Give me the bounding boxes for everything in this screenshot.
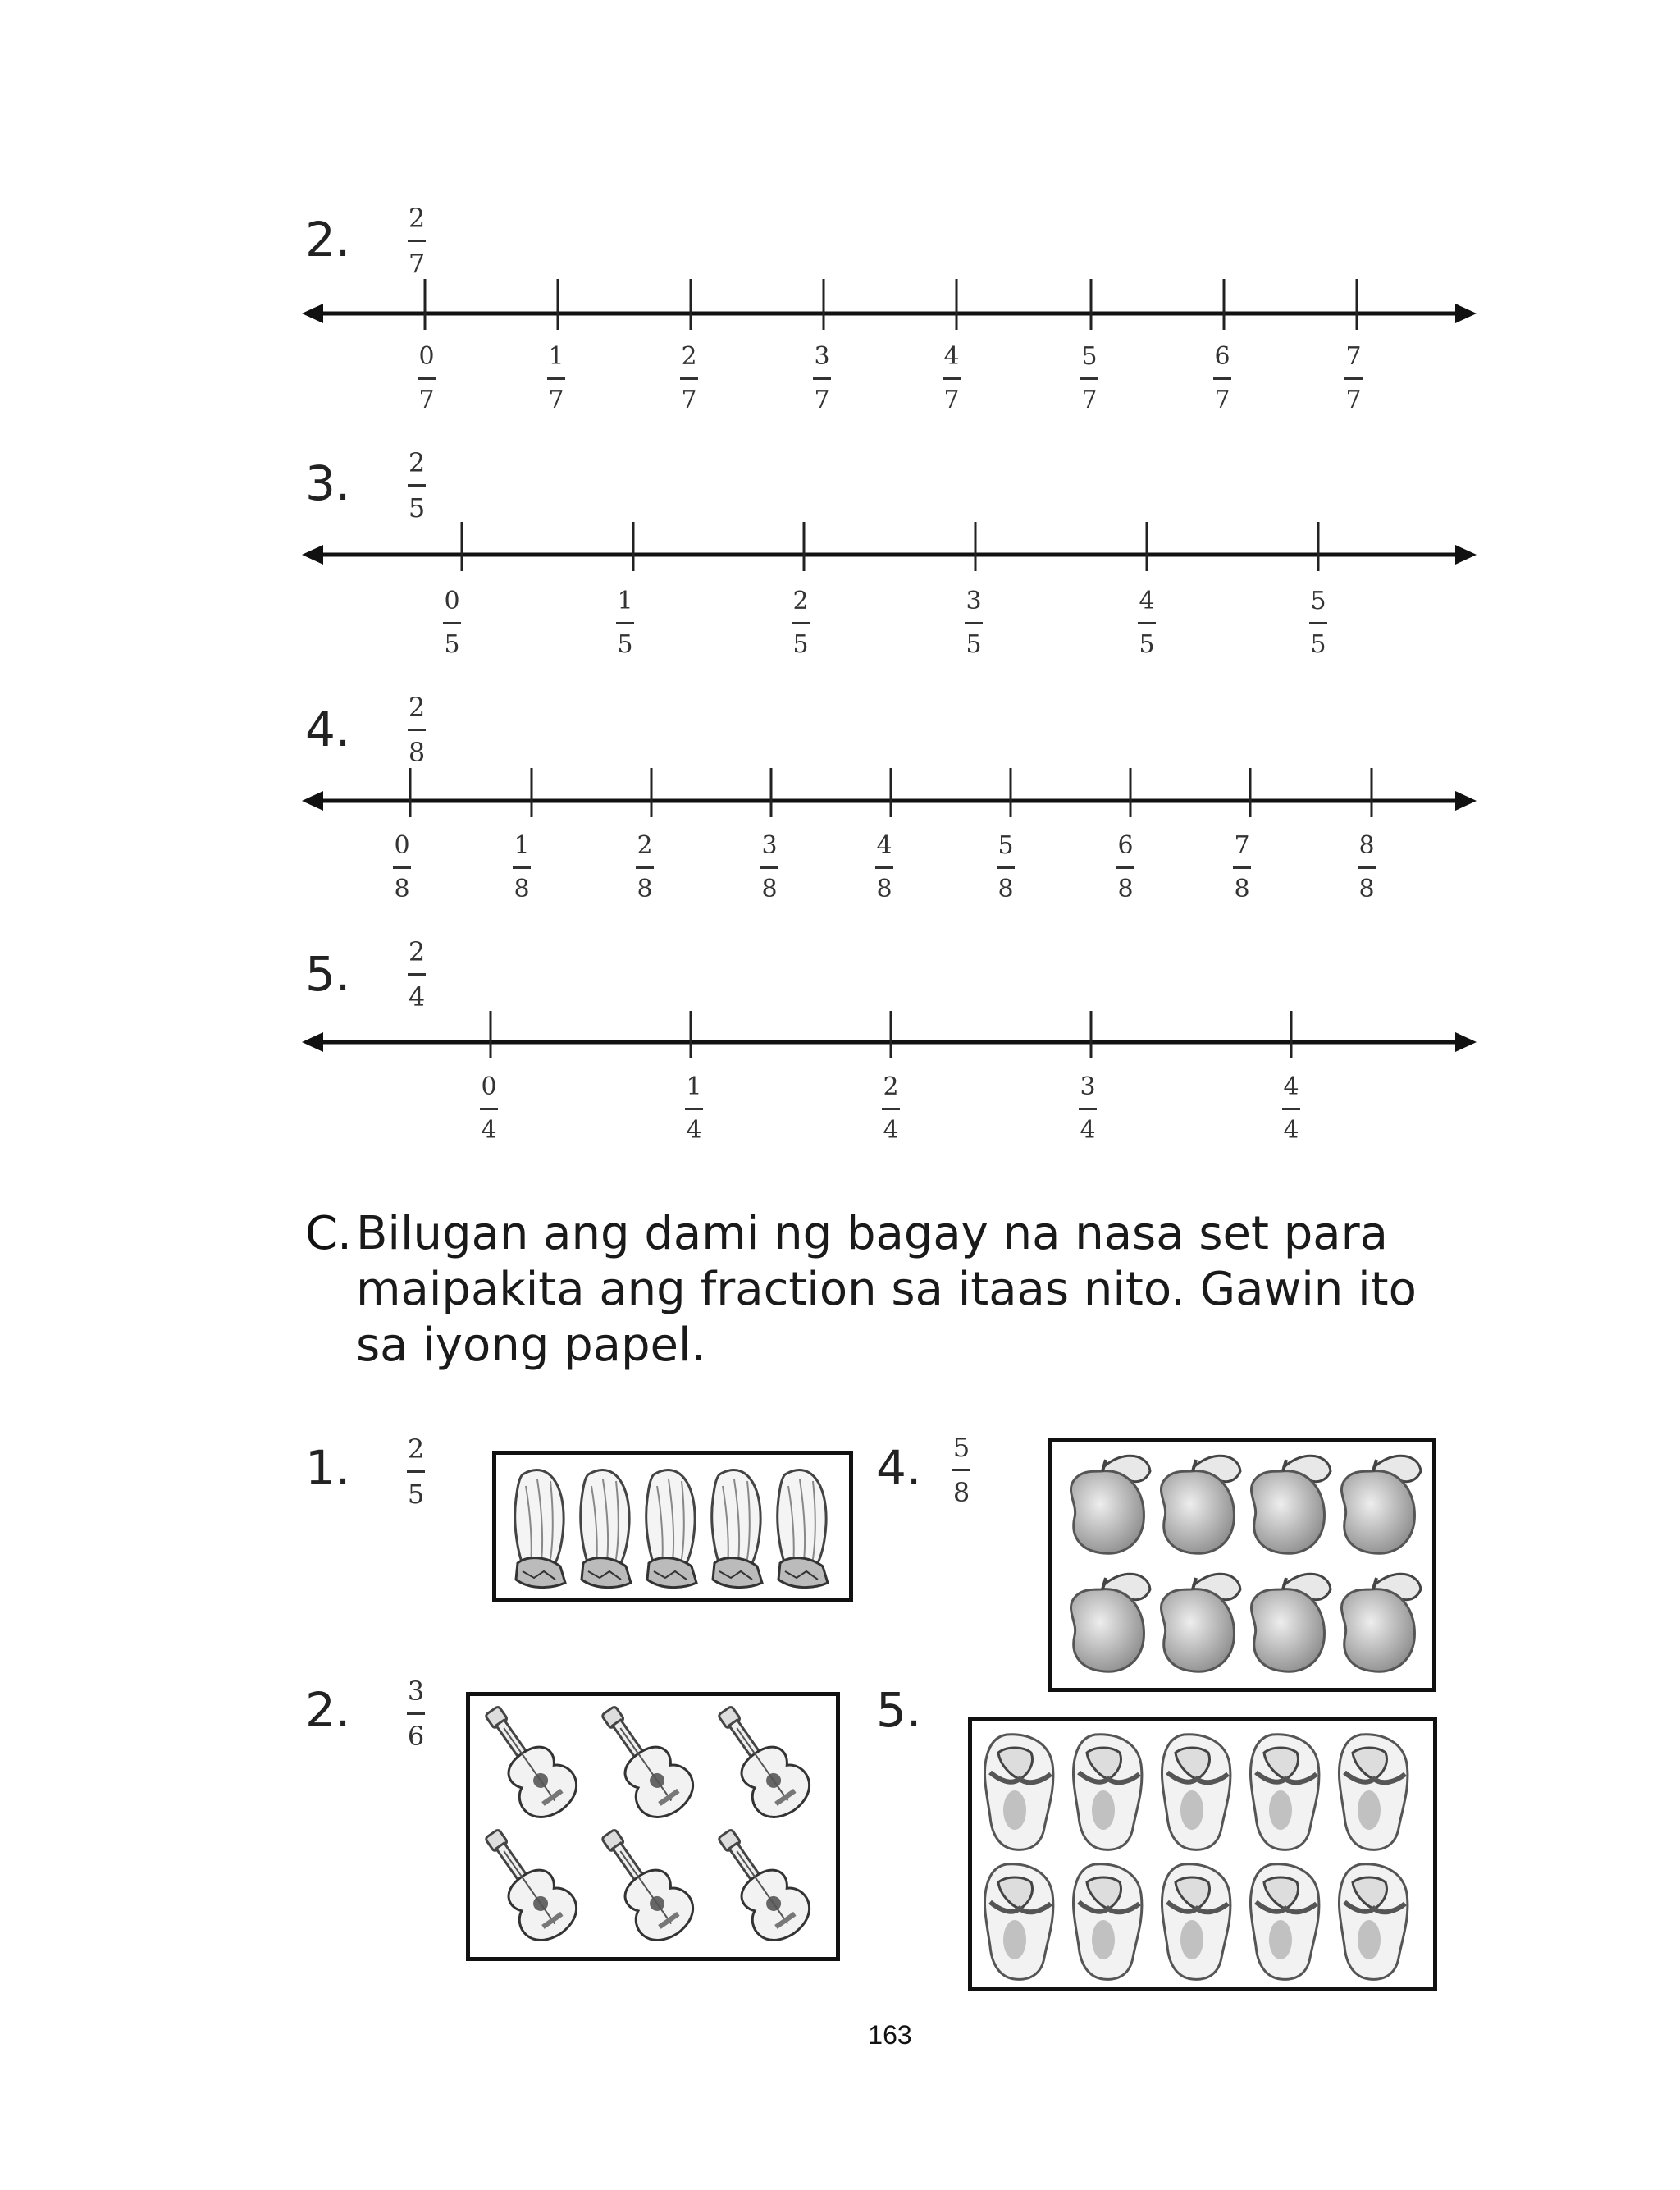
fraction-bar: [513, 866, 531, 869]
tick-label-fraction: [669, 1072, 719, 1145]
fraction-numerator: 2: [408, 203, 426, 234]
tick-label-fraction: [1065, 342, 1114, 414]
fraction-denominator: 4: [686, 1116, 702, 1145]
arrow-right-icon: [1455, 791, 1477, 811]
fraction-bar: [407, 1470, 425, 1473]
arrow-right-icon: [1455, 304, 1477, 323]
set-fraction-1: [391, 1433, 441, 1510]
exercise-number: 5.: [305, 946, 351, 1002]
fraction-numerator: 2: [408, 447, 426, 478]
tick-label-fraction: [745, 831, 794, 903]
seashell-icon: [581, 1470, 631, 1588]
fraction-numerator: 1: [686, 1072, 702, 1101]
tick-label-fraction: [402, 342, 451, 414]
exercise-number: 3.: [305, 455, 351, 511]
tick-label-fraction: [949, 589, 998, 657]
slipper-icon: [1162, 1735, 1230, 1850]
number-line: [0, 505, 1680, 604]
fraction-numerator: 3: [814, 342, 830, 371]
fraction-numerator: 5: [1310, 587, 1326, 615]
tick-label-fraction: [1101, 831, 1150, 903]
guitar-icon: [583, 1696, 702, 1827]
tick-label-fraction: [797, 342, 847, 414]
fraction-bar: [407, 1712, 425, 1715]
tick-label-fraction: [1342, 831, 1391, 903]
tick-label-fraction: [860, 831, 909, 903]
fraction-denominator: 7: [408, 248, 426, 279]
set-number-2: 2.: [305, 1682, 351, 1738]
guitar-icon: [583, 1817, 702, 1951]
fraction-numerator: 4: [1139, 587, 1155, 615]
tick-label-fraction: [776, 589, 825, 657]
fraction-numerator: 0: [394, 831, 410, 860]
fraction-numerator: 2: [637, 831, 653, 860]
tick-label-fraction: [532, 342, 581, 414]
fraction-bar: [1138, 622, 1156, 624]
fraction-denominator: 5: [1139, 630, 1155, 659]
fraction-numerator: 5: [952, 1432, 970, 1463]
set-number-5: 5.: [876, 1682, 922, 1738]
fraction-numerator: 5: [1081, 342, 1098, 371]
fraction-bar: [1079, 1108, 1097, 1110]
fraction-denominator: 5: [444, 630, 460, 659]
slipper-icon: [1339, 1735, 1407, 1850]
fraction-bar: [875, 866, 893, 869]
seashell-icon: [515, 1470, 565, 1588]
fraction-denominator: 7: [548, 386, 564, 414]
fraction-numerator: 8: [1358, 831, 1375, 860]
seashell-icon: [712, 1470, 762, 1588]
mango-icon: [1071, 1456, 1150, 1553]
fraction-bar: [813, 377, 831, 380]
exercise-number: 4.: [305, 702, 351, 757]
mango-set: [1052, 1442, 1432, 1688]
tick-label-fraction: [1294, 589, 1343, 657]
fraction-bar: [616, 622, 634, 624]
set-box-seashells: [492, 1451, 853, 1602]
slipper-icon: [1250, 1735, 1318, 1850]
slipper-icon: [1339, 1864, 1407, 1980]
slipper-icon: [1162, 1864, 1230, 1980]
mango-icon: [1161, 1574, 1240, 1671]
set-box-slippers: [968, 1717, 1437, 1991]
fraction-bar: [685, 1108, 703, 1110]
fraction-numerator: 3: [761, 831, 778, 860]
fraction-denominator: 5: [792, 630, 809, 659]
fraction-bar: [480, 1108, 498, 1110]
fraction-numerator: 0: [481, 1072, 497, 1101]
tick-label-fraction: [497, 831, 546, 903]
slipper-icon: [1073, 1735, 1141, 1850]
arrow-left-icon: [302, 304, 323, 323]
fraction-numerator: 7: [1234, 831, 1250, 860]
fraction-numerator: 4: [943, 342, 960, 371]
fraction-denominator: 8: [514, 875, 530, 903]
arrow-left-icon: [302, 1032, 323, 1052]
tick-label-fraction: [1198, 342, 1247, 414]
fraction-denominator: 8: [408, 737, 426, 768]
slipper-icon: [984, 1864, 1052, 1980]
arrow-left-icon: [302, 545, 323, 565]
fraction-bar: [1344, 377, 1363, 380]
fraction-numerator: 3: [407, 1676, 425, 1707]
fraction-denominator: 7: [1214, 386, 1230, 414]
fraction-numerator: 2: [407, 1433, 425, 1465]
number-line: [0, 993, 1680, 1091]
fraction-denominator: 5: [408, 492, 426, 523]
set-box-guitars: [466, 1692, 840, 1961]
fraction-bar: [1309, 622, 1327, 624]
mango-icon: [1251, 1456, 1331, 1553]
set-number-1: 1.: [305, 1440, 351, 1496]
set-box-mangoes: [1048, 1438, 1436, 1692]
guitar-set: [470, 1696, 836, 1957]
fraction-numerator: 1: [548, 342, 564, 371]
fraction-bar: [443, 622, 461, 624]
fraction-bar: [408, 729, 426, 731]
slipper-icon: [984, 1735, 1052, 1850]
fraction-bar: [965, 622, 983, 624]
fraction-denominator: 7: [1345, 386, 1362, 414]
fraction-bar: [952, 1469, 970, 1471]
fraction-bar: [943, 377, 961, 380]
fraction-numerator: 2: [792, 587, 809, 615]
fraction-denominator: 6: [407, 1721, 425, 1752]
tick-label-fraction: [1329, 342, 1378, 414]
fraction-numerator: 4: [1283, 1072, 1299, 1101]
mango-icon: [1251, 1574, 1331, 1671]
tick-label-fraction: [1267, 1072, 1316, 1145]
guitar-icon: [470, 1817, 586, 1951]
tick-label-fraction: [427, 589, 477, 657]
set-number-4: 4.: [876, 1440, 922, 1496]
section-instruction-text: Bilugan ang dami ng bagay na nasa set para maipakita ang fraction sa itaas nito. Gawin ito sa iyong papel.: [356, 1207, 1417, 1372]
fraction-numerator: 2: [408, 936, 426, 967]
section-letter: C.: [305, 1207, 352, 1260]
fraction-bar: [1358, 866, 1376, 869]
fraction-denominator: 5: [1310, 630, 1326, 659]
tick-label-fraction: [1122, 589, 1171, 657]
guitar-icon: [700, 1696, 819, 1827]
tick-label-fraction: [464, 1072, 514, 1145]
number-line: [0, 752, 1680, 850]
slipper-set: [972, 1721, 1433, 1987]
arrow-right-icon: [1455, 1032, 1477, 1052]
fraction-bar: [882, 1108, 900, 1110]
fraction-denominator: 5: [407, 1479, 425, 1510]
fraction-denominator: 8: [1358, 875, 1375, 903]
fraction-denominator: 8: [952, 1477, 970, 1508]
fraction-numerator: 7: [1345, 342, 1362, 371]
mango-icon: [1341, 1574, 1421, 1671]
fraction-bar: [680, 377, 698, 380]
fraction-bar: [1080, 377, 1098, 380]
mango-icon: [1071, 1574, 1150, 1671]
tick-label-fraction: [620, 831, 669, 903]
set-fraction-2: [391, 1676, 441, 1752]
page-number: 163: [868, 2020, 912, 2050]
fraction-bar: [1282, 1108, 1300, 1110]
fraction-denominator: 7: [681, 386, 697, 414]
fraction-bar: [760, 866, 778, 869]
arrow-right-icon: [1455, 545, 1477, 565]
fraction-bar: [408, 484, 426, 487]
section-instruction: [304, 1206, 1468, 1374]
fraction-numerator: 4: [876, 831, 892, 860]
fraction-numerator: 1: [514, 831, 530, 860]
fraction-denominator: 5: [617, 630, 633, 659]
fraction-numerator: 0: [418, 342, 435, 371]
seashell-set: [496, 1455, 849, 1598]
fraction-bar: [547, 377, 565, 380]
fraction-bar: [997, 866, 1015, 869]
fraction-denominator: 4: [1080, 1116, 1096, 1145]
set-fraction-4: [937, 1434, 986, 1506]
slipper-icon: [1073, 1864, 1141, 1980]
fraction-bar: [1213, 377, 1231, 380]
arrow-left-icon: [302, 791, 323, 811]
fraction-denominator: 5: [966, 630, 982, 659]
fraction-denominator: 8: [637, 875, 653, 903]
fraction-denominator: 4: [481, 1116, 497, 1145]
seashell-icon: [646, 1470, 696, 1588]
mango-icon: [1161, 1456, 1240, 1553]
fraction-numerator: 1: [617, 587, 633, 615]
fraction-denominator: 4: [408, 981, 426, 1013]
fraction-numerator: 6: [1117, 831, 1134, 860]
fraction-denominator: 8: [1234, 875, 1250, 903]
seashell-icon: [778, 1470, 828, 1588]
fraction-denominator: 8: [998, 875, 1014, 903]
guitar-icon: [700, 1817, 819, 1951]
tick-label-fraction: [927, 342, 976, 414]
tick-label-fraction: [600, 589, 650, 657]
fraction-numerator: 2: [681, 342, 697, 371]
fraction-numerator: 0: [444, 587, 460, 615]
fraction-bar: [636, 866, 654, 869]
fraction-numerator: 2: [408, 692, 426, 723]
fraction-denominator: 4: [1283, 1116, 1299, 1145]
tick-label-fraction: [664, 342, 714, 414]
fraction-bar: [1116, 866, 1134, 869]
fraction-bar: [393, 866, 411, 869]
fraction-denominator: 7: [1081, 386, 1098, 414]
fraction-denominator: 8: [761, 875, 778, 903]
fraction-numerator: 2: [883, 1072, 899, 1101]
fraction-bar: [408, 240, 426, 242]
fraction-denominator: 7: [814, 386, 830, 414]
fraction-bar: [418, 377, 436, 380]
fraction-bar: [1233, 866, 1251, 869]
fraction-numerator: 3: [1080, 1072, 1096, 1101]
fraction-bar: [792, 622, 810, 624]
slipper-icon: [1250, 1864, 1318, 1980]
tick-label-fraction: [377, 831, 427, 903]
fraction-denominator: 7: [418, 386, 435, 414]
mango-icon: [1341, 1456, 1421, 1553]
fraction-numerator: 5: [998, 831, 1014, 860]
tick-label-fraction: [1217, 831, 1267, 903]
fraction-denominator: 8: [394, 875, 410, 903]
tick-label-fraction: [866, 1072, 915, 1145]
tick-label-fraction: [981, 831, 1030, 903]
fraction-bar: [408, 973, 426, 976]
fraction-denominator: 8: [876, 875, 892, 903]
fraction-denominator: 4: [883, 1116, 899, 1145]
fraction-numerator: 3: [966, 587, 982, 615]
exercise-number: 2.: [305, 212, 351, 267]
fraction-denominator: 7: [943, 386, 960, 414]
tick-label-fraction: [1063, 1072, 1112, 1145]
guitar-icon: [470, 1696, 586, 1827]
fraction-denominator: 8: [1117, 875, 1134, 903]
fraction-numerator: 6: [1214, 342, 1230, 371]
